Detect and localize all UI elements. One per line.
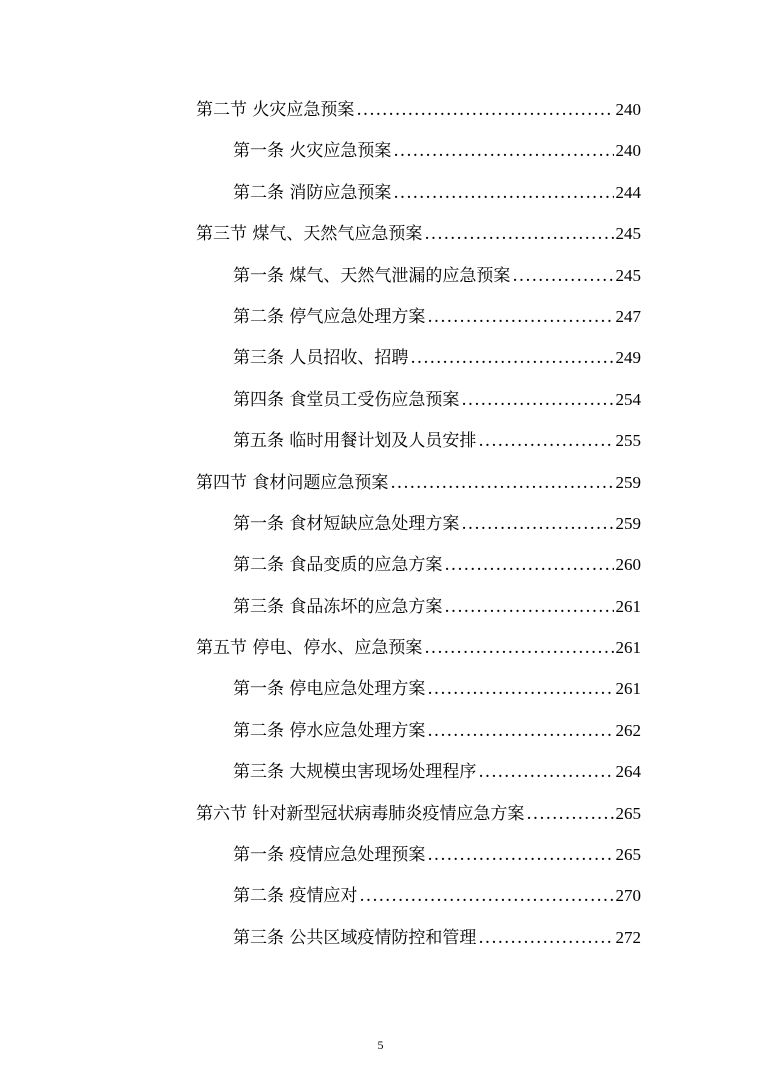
dot-leader	[444, 587, 613, 628]
toc-entry-title: 第二节 火灾应急预案	[196, 100, 355, 120]
dot-leader	[461, 504, 613, 545]
dot-leader	[478, 918, 613, 959]
toc-article-entry[interactable]	[196, 130, 641, 171]
dot-leader	[427, 711, 613, 752]
toc-entry-title: 第一条 煤气、天然气泄漏的应急预案	[233, 265, 511, 286]
toc-article-entry[interactable]	[196, 379, 641, 420]
toc-entry-page: 261	[615, 679, 641, 699]
toc-entry-title: 第一条 食材短缺应急处理方案	[233, 513, 460, 534]
dot-leader	[427, 297, 613, 338]
table-of-contents	[196, 89, 641, 958]
toc-entry-page: 272	[615, 927, 641, 947]
toc-entry-page: 264	[615, 762, 641, 782]
dot-leader	[410, 338, 613, 379]
toc-entry-title: 第二条 疫情应对	[233, 886, 358, 907]
toc-entry-page: 255	[615, 431, 641, 451]
toc-entry-title: 第一条 停电应急处理方案	[233, 679, 426, 700]
dot-leader	[359, 876, 613, 917]
dot-leader	[393, 173, 613, 214]
toc-entry-page: 270	[615, 886, 641, 906]
toc-entry-title: 第二条 消防应急预案	[233, 182, 392, 203]
toc-entry-title: 第一条 火灾应急预案	[233, 141, 392, 162]
toc-entry-page: 254	[615, 389, 641, 409]
dot-leader	[478, 752, 613, 793]
dot-leader	[390, 463, 613, 504]
dot-leader	[393, 131, 613, 172]
dot-leader	[526, 794, 613, 835]
toc-entry-page: 245	[615, 265, 641, 285]
toc-entry-page: 240	[615, 100, 641, 119]
toc-entry-title: 第二条 食品变质的应急方案	[233, 555, 443, 576]
dot-leader	[461, 380, 613, 421]
toc-article-entry[interactable]	[196, 875, 641, 916]
toc-article-entry[interactable]	[196, 834, 641, 875]
toc-entry-page: 261	[615, 638, 641, 658]
toc-article-entry[interactable]	[196, 503, 641, 544]
toc-article-entry[interactable]	[196, 172, 641, 213]
toc-entry-page: 240	[615, 141, 641, 161]
dot-leader	[424, 628, 613, 669]
toc-entry-title: 第六节 针对新型冠状病毒肺炎疫情应急方案	[196, 803, 525, 824]
toc-article-entry[interactable]	[196, 668, 641, 709]
toc-entry-title: 第三条 公共区域疫情防控和管理	[233, 927, 477, 948]
toc-entry-title: 第二条 停水应急处理方案	[233, 720, 426, 741]
toc-entry-title: 第三节 煤气、天然气应急预案	[196, 224, 423, 245]
toc-article-entry[interactable]	[196, 917, 641, 958]
toc-article-entry[interactable]	[196, 586, 641, 627]
toc-article-entry[interactable]	[196, 420, 641, 461]
toc-entry-page: 245	[615, 224, 641, 244]
toc-article-entry[interactable]	[196, 710, 641, 751]
dot-leader	[478, 421, 613, 462]
toc-article-entry[interactable]	[196, 544, 641, 585]
dot-leader	[356, 90, 613, 131]
toc-entry-title: 第一条 疫情应急处理预案	[233, 845, 426, 866]
toc-article-entry[interactable]	[196, 255, 641, 296]
toc-entry-title: 第三条 大规模虫害现场处理程序	[233, 762, 477, 783]
toc-entry-page: 259	[615, 513, 641, 533]
dot-leader	[427, 835, 613, 876]
toc-entry-title: 第四节 食材问题应急预案	[196, 472, 389, 493]
toc-entry-page: 265	[615, 803, 641, 823]
toc-entry-page: 247	[615, 306, 641, 326]
toc-entry-page: 260	[615, 555, 641, 575]
toc-entry-page: 244	[615, 182, 641, 202]
dot-leader	[444, 545, 613, 586]
toc-entry-title: 第四条 食堂员工受伤应急预案	[233, 389, 460, 410]
toc-entry-title: 第二条 停气应急处理方案	[233, 306, 426, 327]
toc-entry-page: 265	[615, 845, 641, 865]
toc-section-entry[interactable]	[196, 213, 641, 254]
toc-article-entry[interactable]	[196, 337, 641, 378]
toc-entry-title: 第三条 食品冻坏的应急方案	[233, 596, 443, 617]
toc-section-entry[interactable]	[196, 89, 641, 130]
toc-article-entry[interactable]	[196, 296, 641, 337]
toc-entry-title: 第五节 停电、停水、应急预案	[196, 638, 423, 659]
toc-section-entry[interactable]	[196, 462, 641, 503]
toc-section-entry[interactable]	[196, 627, 641, 668]
dot-leader	[427, 669, 613, 710]
toc-entry-title: 第三条 人员招收、招聘	[233, 348, 409, 369]
toc-entry-page: 262	[615, 720, 641, 740]
toc-article-entry[interactable]	[196, 751, 641, 792]
toc-section-entry[interactable]	[196, 793, 641, 834]
toc-entry-page: 259	[615, 472, 641, 492]
dot-leader	[424, 214, 613, 255]
page-number: 5	[377, 1038, 384, 1052]
dot-leader	[512, 256, 613, 297]
toc-entry-title: 第五条 临时用餐计划及人员安排	[233, 431, 477, 452]
toc-entry-page: 249	[615, 348, 641, 368]
toc-entry-page: 261	[615, 596, 641, 616]
